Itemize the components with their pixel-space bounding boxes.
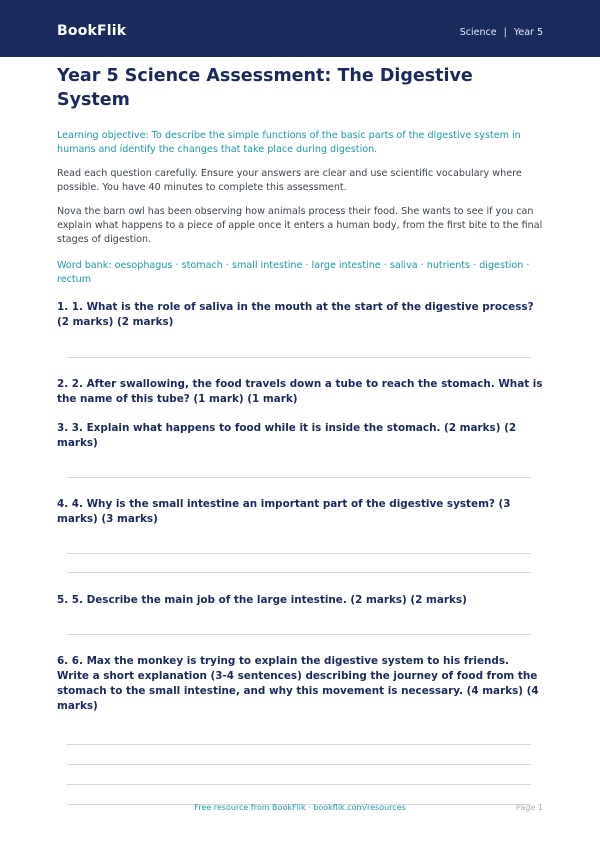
word-bank: Word bank: oesophagus · stomach · small intestine · large intestine · saliva · nutrients · digestion · rectum bbox=[57, 260, 530, 285]
page-number: Page 1 bbox=[516, 803, 543, 812]
learning-objective: Learning objective: To describe the simple functions of the basic parts of the digestive system in humans and identify the changes that take place during digestion. bbox=[57, 130, 521, 155]
question-1 bbox=[57, 300, 543, 358]
question-text: 1. 1. What is the role of saliva in the mouth at the start of the digestive process? (2 marks) (2 marks) bbox=[57, 301, 534, 328]
question-2 bbox=[57, 377, 543, 407]
question-5 bbox=[57, 593, 543, 635]
question-text: 5. 5. Describe the main job of the large intestine. (2 marks) (2 marks) bbox=[57, 594, 467, 606]
question-text: 4. 4. Why is the small intestine an important part of the digestive system? (3 marks) (3 marks) bbox=[57, 498, 511, 525]
question-text: 2. 2. After swallowing, the food travels down a tube to reach the stomach. What is the name of this tube? (1 mark) (1 mark) bbox=[57, 378, 543, 405]
question-3 bbox=[57, 421, 543, 478]
page-header bbox=[0, 0, 600, 57]
answer-line[interactable] bbox=[67, 784, 531, 785]
scenario: Nova the barn owl has been observing how animals process their food. She wants to see if you can explain what happens to a piece of apple once it enters a human body, from the first bite to the final stages of digestion. bbox=[57, 206, 543, 245]
instructions: Read each question carefully. Ensure your answers are clear and use scientific vocabulary where possible. You have 40 minutes to complete this assessment. bbox=[57, 168, 522, 193]
header-subject: Science bbox=[459, 27, 497, 38]
question-4 bbox=[57, 497, 543, 573]
answer-line[interactable] bbox=[67, 553, 531, 554]
page-title: Year 5 Science Assessment: The Digestive System bbox=[57, 66, 473, 110]
brand-logo-text: BookFlik bbox=[57, 23, 127, 39]
question-6 bbox=[57, 654, 543, 805]
answer-line[interactable] bbox=[67, 357, 531, 358]
answer-line[interactable] bbox=[67, 634, 531, 635]
answer-line[interactable] bbox=[67, 477, 531, 478]
worksheet-content bbox=[57, 64, 543, 805]
header-subject-year bbox=[460, 27, 543, 38]
header-separator: | bbox=[503, 27, 507, 38]
answer-line[interactable] bbox=[67, 764, 531, 765]
footer-source: Free resource from BookFlik · bookflik.com/resources bbox=[194, 803, 406, 812]
question-text: 3. 3. Explain what happens to food while it is inside the stomach. (2 marks) (2 marks) bbox=[57, 422, 517, 449]
question-text: 6. 6. Max the monkey is trying to explain the digestive system to his friends. Write a short explanation (3-4 sentences) describing the journey of food from the stomach to the small intestine, and why this movement is necessary. (4 marks) (4 marks) bbox=[57, 655, 539, 712]
answer-line[interactable] bbox=[67, 744, 531, 745]
answer-line[interactable] bbox=[67, 572, 531, 573]
header-year: Year 5 bbox=[513, 27, 543, 38]
